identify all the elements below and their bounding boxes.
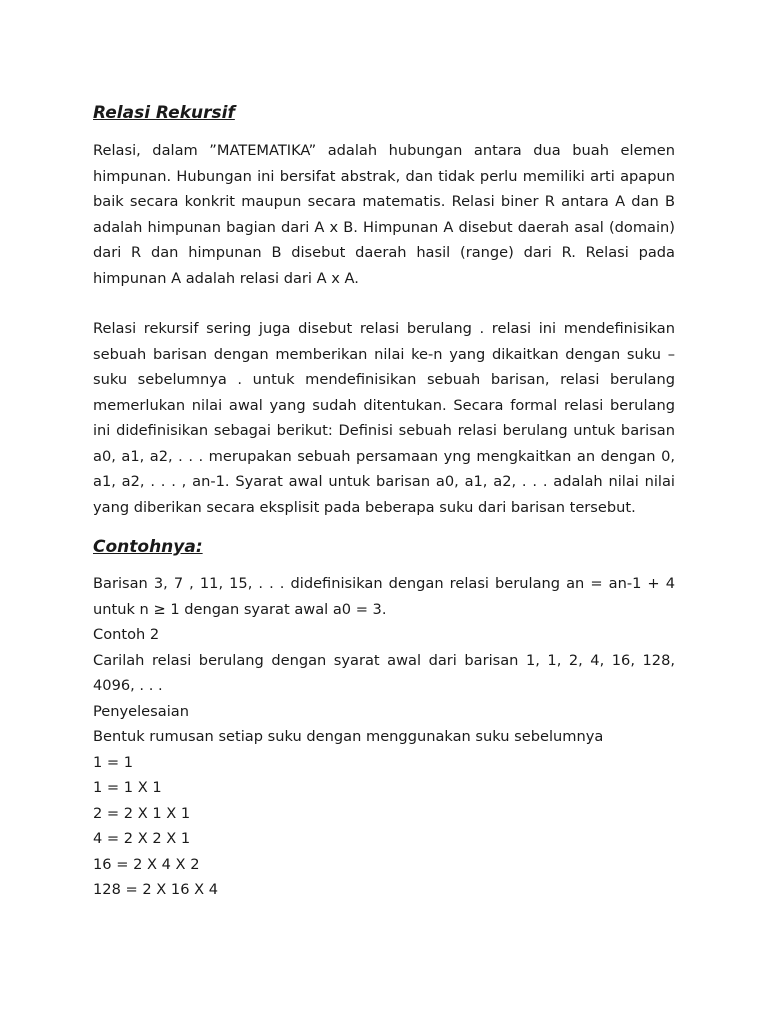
- solution-step: 16 = 2 X 4 X 2: [93, 855, 200, 873]
- solution-step: 1 = 1: [93, 753, 134, 771]
- example-heading: Contohnya:: [93, 537, 203, 557]
- example-2-text: Carilah relasi berulang dengan syarat awal dari barisan 1, 1, 2, 4, 16, 128, 4096, . . .: [93, 651, 675, 694]
- solution-step: 1 = 1 X 1: [93, 779, 162, 796]
- solution-intro: Bentuk rumusan setiap suku dengan menggunakan suku sebelumnya: [93, 728, 604, 745]
- solution-step: 2 = 2 X 1 X 1: [93, 804, 191, 822]
- solution-step: 4 = 2 X 2 X 1: [93, 830, 191, 847]
- paragraph-recursive-relation: Relasi rekursif sering juga disebut relasi berulang . relasi ini mendefinisikan sebuah barisan dengan memberikan nilai ke-n yang dikaitkan dengan suku – suku sebelumnya . untuk mendefinisikan sebuah barisan, relasi berulang memerlukan nilai awal yang sudah ditentukan. Secara formal relasi berulang ini didefinisikan sebagai berikut: Definisi sebuah relasi berulang untuk barisan a0, a1, a2, . . . merupakan sebuah persamaan yng mengkaitkan an dengan 0, a1, a2, . . . , an-1. Syarat awal untuk barisan a0, a1, a2, . . . adalah nilai nilai yang diberikan secara eksplisit pada beberapa suku dari barisan tersebut.: [93, 320, 675, 516]
- solution-step: 128 = 2 X 16 X 4: [93, 881, 219, 898]
- solution-label: Penyelesaian: [93, 702, 189, 720]
- page-title: Relasi Rekursif: [93, 103, 235, 123]
- document-page: [93, 100, 675, 903]
- example-2-label: Contoh 2: [93, 626, 160, 643]
- example-1-text: Barisan 3, 7 , 11, 15, . . . didefinisikan dengan relasi berulang an = an-1 + 4 untuk n ≥ 1 dengan syarat awal a0 = 3.: [93, 575, 675, 618]
- paragraph-spacer: [93, 291, 675, 316]
- section-spacer: [93, 520, 675, 534]
- paragraph-definition: Relasi, dalam ”MATEMATIKA” adalah hubungan antara dua buah elemen himpunan. Hubungan ini bersifat abstrak, dan tidak perlu memiliki arti apapun baik secara konkrit maupun secara matematis. Relasi biner R antara A dan B adalah himpunan bagian dari A x B. Himpunan A disebut daerah asal (domain) dari R dan himpunan B disebut daerah hasil (range) dari R. Relasi pada himpunan A adalah relasi dari A x A.: [93, 142, 675, 287]
